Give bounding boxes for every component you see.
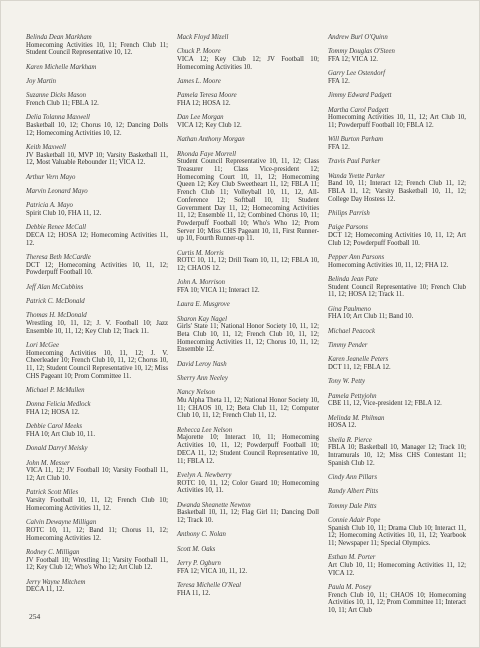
- student-name: Pepper Ann Parsons: [328, 254, 385, 261]
- student-name: Laura E. Musgrove: [177, 301, 230, 309]
- student-name: Calvin Dewayne Milligan: [26, 519, 97, 527]
- student-activities: Spanish Club 10, 11; Drama Club 10; Interact 11, 12; Homecoming Activities 10, 11, 12; Yearbook 11; Newspaper 11; Special Olympics.: [328, 524, 466, 547]
- student-name: Debbie Carol Meeks: [26, 423, 82, 431]
- student-entry: [328, 158, 466, 166]
- student-name: Keith Maxwell: [26, 144, 66, 151]
- student-name: Delia Tolanna Maxwell: [26, 114, 90, 122]
- student-name: Lori McGee: [26, 342, 60, 349]
- student-entry: [177, 546, 319, 554]
- student-name: Joy Martin: [26, 78, 57, 85]
- student-name: Jerry Wayne Mitchem: [26, 578, 86, 586]
- student-entry: [177, 114, 319, 129]
- student-entry: [26, 114, 168, 137]
- student-name: Paula M. Posey: [328, 584, 372, 591]
- student-entry: [26, 387, 168, 395]
- student-activities: Art Club 10, 11; Homecoming Activities 11, 12; VICA 12.: [328, 562, 466, 577]
- student-activities: French Club 10, 11; CHAOS 10; Homecoming Activities 10, 11, 12; Prom Committee 11; Interact 10, 11; Art Club: [328, 591, 466, 615]
- student-entry: [177, 531, 319, 539]
- student-entry: [328, 378, 466, 386]
- student-activities: CBE 11, 12, Vice-president 12; FBLA 12.: [328, 400, 442, 408]
- student-entry: [26, 312, 168, 335]
- student-name: Cindy Ann Pillars: [328, 474, 377, 481]
- student-activities: Majorette 10; Interact 10, 11; Homecoming Activities 10, 11, 12; Powderpuff Football 10; DECA 11, 12; Student Council Representative 10, 11; FBLA 12.: [177, 434, 319, 465]
- student-activities: DCT 11, 12; FBLA 12.: [328, 364, 391, 371]
- student-entry: [26, 144, 168, 167]
- column-2: [177, 34, 319, 604]
- student-name: Rebecca Lee Nelson: [177, 426, 233, 434]
- student-activities: FFA 12.: [328, 144, 350, 151]
- student-entry: [26, 92, 168, 107]
- student-entry: [177, 48, 319, 71]
- student-entry: [26, 284, 168, 292]
- student-name: Michael Peacock: [328, 327, 375, 335]
- student-activities: ROTC 10, 11, 12; Drill Team 10, 11, 12; FBLA 10, 12; CHAOS 12.: [177, 257, 319, 273]
- student-activities: ROTC 10, 11, 12; Color Guard 10; Homecoming Activities 10, 11.: [177, 479, 319, 495]
- student-entry: [328, 34, 466, 42]
- student-name: Sharon Kay Nagel: [177, 315, 227, 323]
- student-name: Sherry Ann Neeley: [177, 375, 228, 383]
- student-activities: FHA 12; HOSA 12.: [26, 409, 80, 417]
- student-name: Nathan Anthony Morgan: [177, 136, 245, 144]
- student-name: Randy Albert Pitts: [328, 488, 379, 496]
- student-entry: [26, 519, 168, 542]
- student-entry: [328, 342, 466, 350]
- student-name: Jimmy Edward Padgett: [328, 92, 392, 100]
- student-name: Tommy Dale Pitts: [328, 502, 377, 510]
- page-number: 254: [29, 612, 41, 621]
- student-activities: Girls' State 11; National Honor Society 10, 11, 12; Beta Club 10, 11, 12; French Club 10, 11, 12; Homecoming Activities 11, 12; Chorus 10, 11, 12; Ensemble 12.: [177, 323, 319, 354]
- student-entry: [26, 460, 168, 483]
- student-activities: FHA 10; Art Club 11; Band 10.: [328, 313, 414, 321]
- student-name: Gina Paulmeno: [328, 305, 371, 313]
- student-name: Teresa Michelle O'Neal: [177, 581, 241, 589]
- student-name: Garry Lee Ostendorf: [328, 70, 386, 78]
- student-activities: FFA 12.: [328, 78, 350, 85]
- student-activities: FHA 12; HOSA 12.: [177, 100, 231, 107]
- student-name: Pamela Pettyjohn: [328, 392, 377, 400]
- student-entry: [328, 328, 466, 336]
- student-entry: [177, 560, 319, 575]
- student-entry: [328, 474, 466, 482]
- student-entry: [26, 342, 168, 381]
- student-name: John M. Messer: [26, 459, 70, 467]
- student-name: Paige Parsons: [328, 224, 368, 232]
- student-name: Will Burton Parham: [328, 136, 384, 144]
- student-activities: FFA 12; VICA 12.: [328, 56, 378, 63]
- student-entry: [177, 92, 319, 107]
- student-name: Karen Michelle Markham: [26, 63, 97, 71]
- student-name: Donald Darryl Meisky: [26, 445, 88, 453]
- student-entry: [328, 503, 466, 511]
- student-activities: DCT 12; Homecoming Activities 10, 11, 12; Art Club 12; Powderpuff Football 10.: [328, 232, 466, 247]
- student-entry: [328, 136, 466, 151]
- student-name: Philips Parrish: [328, 210, 370, 217]
- student-entry: [328, 173, 466, 204]
- student-entry: [177, 78, 319, 86]
- student-entry: [26, 549, 168, 572]
- student-name: Chuck P. Moore: [177, 48, 221, 56]
- student-name: Arthur Vern Mayo: [26, 173, 76, 181]
- student-entry: [177, 472, 319, 495]
- student-entry: [26, 401, 168, 416]
- student-entry: [26, 254, 168, 277]
- student-name: James L. Moore: [177, 78, 221, 85]
- student-entry: [177, 375, 319, 383]
- student-entry: [177, 582, 319, 597]
- student-entry: [328, 70, 466, 85]
- student-name: Wanda Yvette Parker: [328, 172, 385, 180]
- student-name: Theresa Beth McCardle: [26, 254, 91, 261]
- student-name: Mack Floyd Mizell: [177, 34, 229, 41]
- student-name: Martha Carol Padgett: [328, 106, 389, 114]
- student-activities: VICA 12; Key Club 12.: [177, 122, 242, 129]
- student-entry: [328, 276, 466, 299]
- student-activities: Homecoming Activities 10, 11; French Club 11; Student Council Representative 10, 12.: [26, 41, 168, 57]
- student-entry: [177, 151, 319, 243]
- student-name: Melinda M. Philman: [328, 414, 385, 422]
- student-entry: [26, 202, 168, 217]
- student-activities: FFA 12; VICA 10, 11, 12.: [177, 567, 248, 575]
- student-activities: Basketball 10, 12; Chorus 10, 12; Dancing Dolls 12; Homecoming Activities 10, 12.: [26, 122, 168, 137]
- student-activities: VICA 11, 12; JV Football 10; Varsity Football 11, 12; Art Club 10.: [26, 467, 168, 483]
- student-activities: DECA 12; HOSA 12; Homecoming Activities 11, 12.: [26, 232, 168, 247]
- student-entry: [328, 224, 466, 247]
- student-name: Dan Lee Morgan: [177, 114, 224, 122]
- student-name: Karen Jeanelle Peters: [328, 356, 389, 364]
- student-activities: HOSA 12.: [328, 422, 357, 430]
- student-name: Patricia A. Mayo: [26, 202, 73, 210]
- student-name: Dwanda Sheanette Newton: [177, 501, 251, 509]
- student-entry: [177, 427, 319, 466]
- student-name: Jeff Alan McCubbins: [26, 283, 84, 291]
- student-name: Suzanne Dicks Mason: [26, 92, 87, 100]
- student-name: Tommy Douglas O'Steen: [328, 48, 395, 56]
- student-entry: [328, 306, 466, 321]
- student-entry: [177, 34, 319, 42]
- student-name: Rodney C. Milligan: [26, 548, 80, 556]
- student-name: Thomas H. McDonald: [26, 312, 87, 320]
- student-entry: [177, 250, 319, 273]
- student-entry: [26, 489, 168, 512]
- student-activities: Spirit Club 10, FHA 11, 12.: [26, 210, 102, 217]
- student-entry: [328, 437, 466, 468]
- student-name: Esthan M. Porter: [328, 554, 376, 562]
- student-activities: DCT 12; Homecoming Activities 10, 11, 12; Powderpuff Football 10.: [26, 261, 168, 277]
- student-activities: JV Football 10; Wrestling 11; Varsity Football 11, 12; Key Club 12; Who's Who 12; Art Club 12.: [26, 556, 168, 572]
- student-entry: [26, 64, 168, 72]
- student-name: Debbie Renee McCall: [26, 224, 87, 232]
- student-entry: [328, 393, 466, 408]
- student-entry: [328, 210, 466, 218]
- student-activities: Varsity Football 10, 11, 12; French Club 10; Homecoming Activities 11, 12.: [26, 497, 168, 512]
- student-entry: [26, 188, 168, 196]
- student-activities: FHA 11, 12.: [177, 589, 211, 597]
- student-activities: FHA 10; Art Club 10, 11.: [26, 431, 96, 439]
- student-entry: [328, 554, 466, 577]
- student-entry: [177, 136, 319, 144]
- student-name: Jerry P. Ogburn: [177, 559, 221, 567]
- student-entry: [328, 517, 466, 548]
- student-activities: Wrestling 10, 11, 12; J. V. Football 10; Jazz Ensemble 10, 11, 12; Key Club 12; Track 11.: [26, 320, 168, 335]
- student-name: Anthony C. Nolan: [177, 531, 226, 539]
- student-activities: DECA 11, 12.: [26, 586, 65, 594]
- student-entry: [26, 423, 168, 438]
- student-entry: [26, 579, 168, 594]
- student-name: Pamela Teresa Moore: [177, 92, 237, 100]
- student-activities: Student Council Representative 10; French Club 11, 12; HOSA 12; Track 11.: [328, 283, 466, 299]
- student-entry: [177, 279, 319, 294]
- student-entry: [26, 224, 168, 247]
- student-activities: Basketball 10, 11, 12; Flag Girl 11; Dancing Doll 12; Track 10.: [177, 509, 319, 524]
- student-entry: [328, 254, 466, 269]
- student-entry: [26, 445, 168, 453]
- student-entry: [328, 488, 466, 496]
- student-name: Belinda Jean Pate: [328, 276, 378, 283]
- student-activities: Band 10, 11; Interact 12; French Club 11, 12; FBLA 11, 12; Varsity Basketball 10, 11, 12; College Day Hostess 12.: [328, 180, 466, 203]
- student-activities: Homecoming Activities 10, 11, 12; Art Club 10, 11; Powderpuff Football 10; FBLA 12.: [328, 114, 466, 129]
- student-activities: ROTC 10, 11, 12; Band 11; Chorus 11, 12; Homecoming Activities 12.: [26, 526, 168, 542]
- student-name: Evelyn A. Newberry: [177, 471, 232, 479]
- student-name: Travis Paul Parker: [328, 158, 381, 166]
- student-entry: [328, 107, 466, 130]
- student-entry: [328, 356, 466, 371]
- column-3: [328, 34, 466, 621]
- student-activities: Mu Alpha Theta 11, 12; National Honor Society 10, 11; CHAOS 10, 12; Beta Club 11, 12; Computer Club 10, 11, 12; French Club 11, 12.: [177, 397, 319, 420]
- student-name: Nancy Nelson: [177, 389, 215, 397]
- student-entry: [328, 415, 466, 430]
- student-name: Timmy Pender: [328, 342, 368, 349]
- student-name: Andrew Burl O'Quinn: [328, 34, 388, 41]
- student-entry: [177, 316, 319, 355]
- student-activities: Student Council Representative 10, 11, 12; Class Treasurer 11; Class Vice-president 12; Homecoming Court 10, 11, 12; Homecoming Queen 12; Key Club Sweetheart 11, 12; FBLA 11; French Club 11; Volleyball 10, 11, 12, All-Conference 12; Softball 10, 11; Student Government Day 11, 12; Homecoming Activities 11, 12; Ensemble 11, 12; Combined Chorus 10, 11; Powderpuff Football 10; Who's Who 12; Prom Server 10; Miss CHS Pageant 10, 11, First Runner-up 10, Fourth Runner-up 11.: [177, 158, 319, 243]
- student-name: Rhonda Faye Morrell: [177, 150, 237, 158]
- student-name: Donna Felicia Medlock: [26, 401, 91, 409]
- column-1: [26, 34, 168, 601]
- student-activities: VICA 12; Key Club 12; JV Football 10; Homecoming Activities 10.: [177, 56, 319, 71]
- student-name: Scott M. Oaks: [177, 545, 216, 553]
- student-entry: [177, 361, 319, 369]
- student-name: Belinda Dean Markham: [26, 34, 92, 41]
- student-name: David Leroy Nash: [177, 360, 227, 368]
- student-activities: Homecoming Activities 10, 11, 12; J. V. Cheerleader 10; French Club 10, 11, 12; Chorus 10, 11, 12; Student Council Representative 10, 12; Miss CHS Pageant 10; Prom Committee 11.: [26, 349, 168, 380]
- student-entry: [328, 48, 466, 63]
- student-entry: [26, 34, 168, 57]
- student-entry: [26, 78, 168, 86]
- student-activities: Homecoming Activities 10, 11, 12; FHA 12.: [328, 261, 449, 269]
- student-name: Sheila R. Pierce: [328, 436, 372, 444]
- student-activities: JV Basketball 10, MVP 10; Varsity Basketball 11, 12, Most Valuable Rebounder 11; VICA 12.: [26, 151, 168, 167]
- student-activities: FBLA 10; Basketball 10, Manager 12; Track 10; Intramurals 10, 12; Miss CHS Contestant 11; Spanish Club 12.: [328, 444, 466, 467]
- student-entry: [177, 502, 319, 525]
- student-name: Connie Adair Pope: [328, 516, 381, 524]
- student-activities: FFA 10; VICA 11; Interact 12.: [177, 287, 260, 295]
- student-name: Patrick Scott Miles: [26, 489, 79, 497]
- student-name: Marvin Leonard Mayo: [26, 188, 88, 195]
- student-name: Curtis M. Morris: [177, 249, 224, 257]
- student-name: Patrick C. McDonald: [26, 298, 85, 305]
- student-entry: [328, 92, 466, 100]
- student-activities: French Club 11; FBLA 12.: [26, 100, 99, 107]
- student-name: John A. Morrison: [177, 279, 226, 287]
- student-entry: [26, 298, 168, 306]
- student-entry: [177, 301, 319, 309]
- student-entry: [177, 389, 319, 420]
- student-entry: [328, 584, 466, 615]
- student-name: Tony W. Petty: [328, 378, 366, 386]
- student-name: Michael P. McMullen: [26, 387, 85, 395]
- student-entry: [26, 174, 168, 182]
